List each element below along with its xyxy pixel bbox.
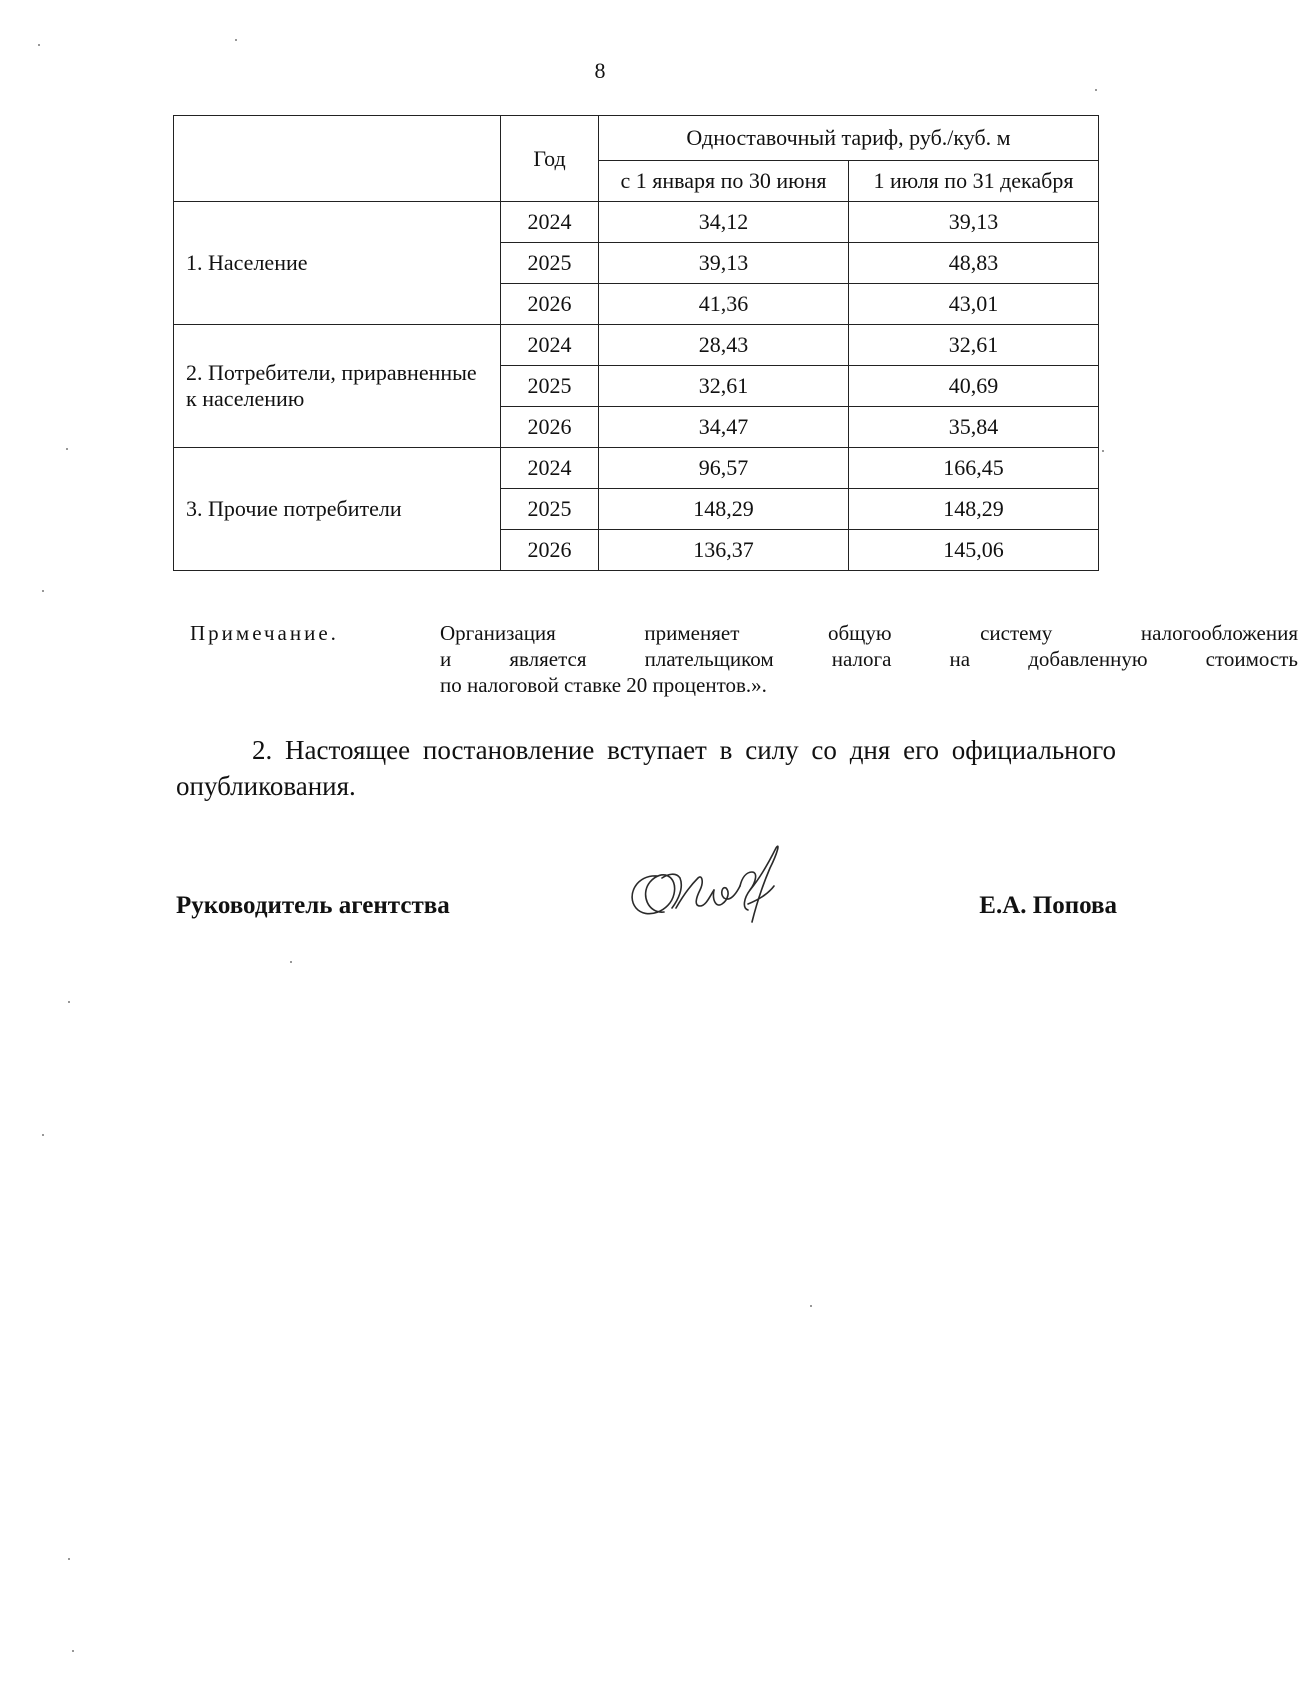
tariff-h2-cell: 39,13 [849, 202, 1099, 243]
tariff-h1-cell: 39,13 [599, 243, 849, 284]
year-cell: 2025 [501, 489, 599, 530]
scan-speck [68, 1558, 70, 1560]
tariff-h1-cell: 34,47 [599, 407, 849, 448]
tariff-h1-cell: 32,61 [599, 366, 849, 407]
tariff-h1-cell: 96,57 [599, 448, 849, 489]
year-cell: 2026 [501, 530, 599, 571]
table-header-row [174, 116, 1099, 161]
scan-speck [38, 44, 40, 46]
note-line: и является плательщиком налога на добавленную стоимость [440, 647, 1298, 671]
header-year-cell: Год [501, 116, 599, 202]
table-row [174, 202, 1099, 243]
year-cell: 2024 [501, 202, 599, 243]
tariff-h2-cell: 145,06 [849, 530, 1099, 571]
paragraph-line: 2. Настоящее постановление вступает в силу со дня его официального [252, 735, 1116, 765]
tariff-h1-cell: 34,12 [599, 202, 849, 243]
note-text [440, 620, 1298, 698]
scan-speck [66, 448, 68, 450]
tariff-h1-cell: 28,43 [599, 325, 849, 366]
tariff-h2-cell: 148,29 [849, 489, 1099, 530]
tariff-h2-cell: 43,01 [849, 284, 1099, 325]
effective-date-paragraph [176, 732, 1116, 804]
paragraph-line: опубликования. [176, 771, 356, 801]
table-row [174, 325, 1099, 366]
scan-speck [235, 39, 237, 41]
header-category-cell [174, 116, 501, 202]
signatory-name: Е.А. Попова [979, 892, 1117, 919]
note-line: Организация применяет общую систему налогообложения [440, 621, 1298, 645]
scan-speck [290, 961, 292, 963]
tariff-h2-cell: 166,45 [849, 448, 1099, 489]
page-number: 8 [594, 58, 606, 83]
tariff-h1-cell: 136,37 [599, 530, 849, 571]
signatory-role: Руководитель агентства [176, 892, 450, 919]
year-cell: 2026 [501, 284, 599, 325]
table-row [174, 448, 1099, 489]
header-period1-cell: с 1 января по 30 июня [599, 161, 849, 202]
scan-speck [42, 590, 44, 592]
scan-speck [72, 1650, 74, 1652]
handwritten-signature [618, 838, 798, 938]
tariff-h2-cell: 40,69 [849, 366, 1099, 407]
year-cell: 2025 [501, 366, 599, 407]
tariff-table [173, 115, 1099, 571]
tariff-h1-cell: 148,29 [599, 489, 849, 530]
scan-speck [1095, 89, 1097, 91]
year-cell: 2024 [501, 448, 599, 489]
scan-speck [42, 1134, 44, 1136]
header-period2-cell: 1 июля по 31 декабря [849, 161, 1099, 202]
category-cell-equivalent-consumers: 2. Потребители, приравненные к населению [174, 325, 501, 448]
category-cell-other-consumers: 3. Прочие потребители [174, 448, 501, 571]
year-cell: 2024 [501, 325, 599, 366]
scan-speck [68, 1001, 70, 1003]
scan-speck [1102, 450, 1104, 452]
note-label: Примечание. [190, 621, 339, 645]
note-line: по налоговой ставке 20 процентов.». [440, 673, 767, 697]
tariff-h2-cell: 32,61 [849, 325, 1099, 366]
year-cell: 2026 [501, 407, 599, 448]
tariff-h2-cell: 35,84 [849, 407, 1099, 448]
tariff-h1-cell: 41,36 [599, 284, 849, 325]
category-cell-population: 1. Население [174, 202, 501, 325]
scan-speck [810, 1305, 812, 1307]
tariff-h2-cell: 48,83 [849, 243, 1099, 284]
header-tariff-cell: Одноставочный тариф, руб./куб. м [599, 116, 1099, 161]
year-cell: 2025 [501, 243, 599, 284]
